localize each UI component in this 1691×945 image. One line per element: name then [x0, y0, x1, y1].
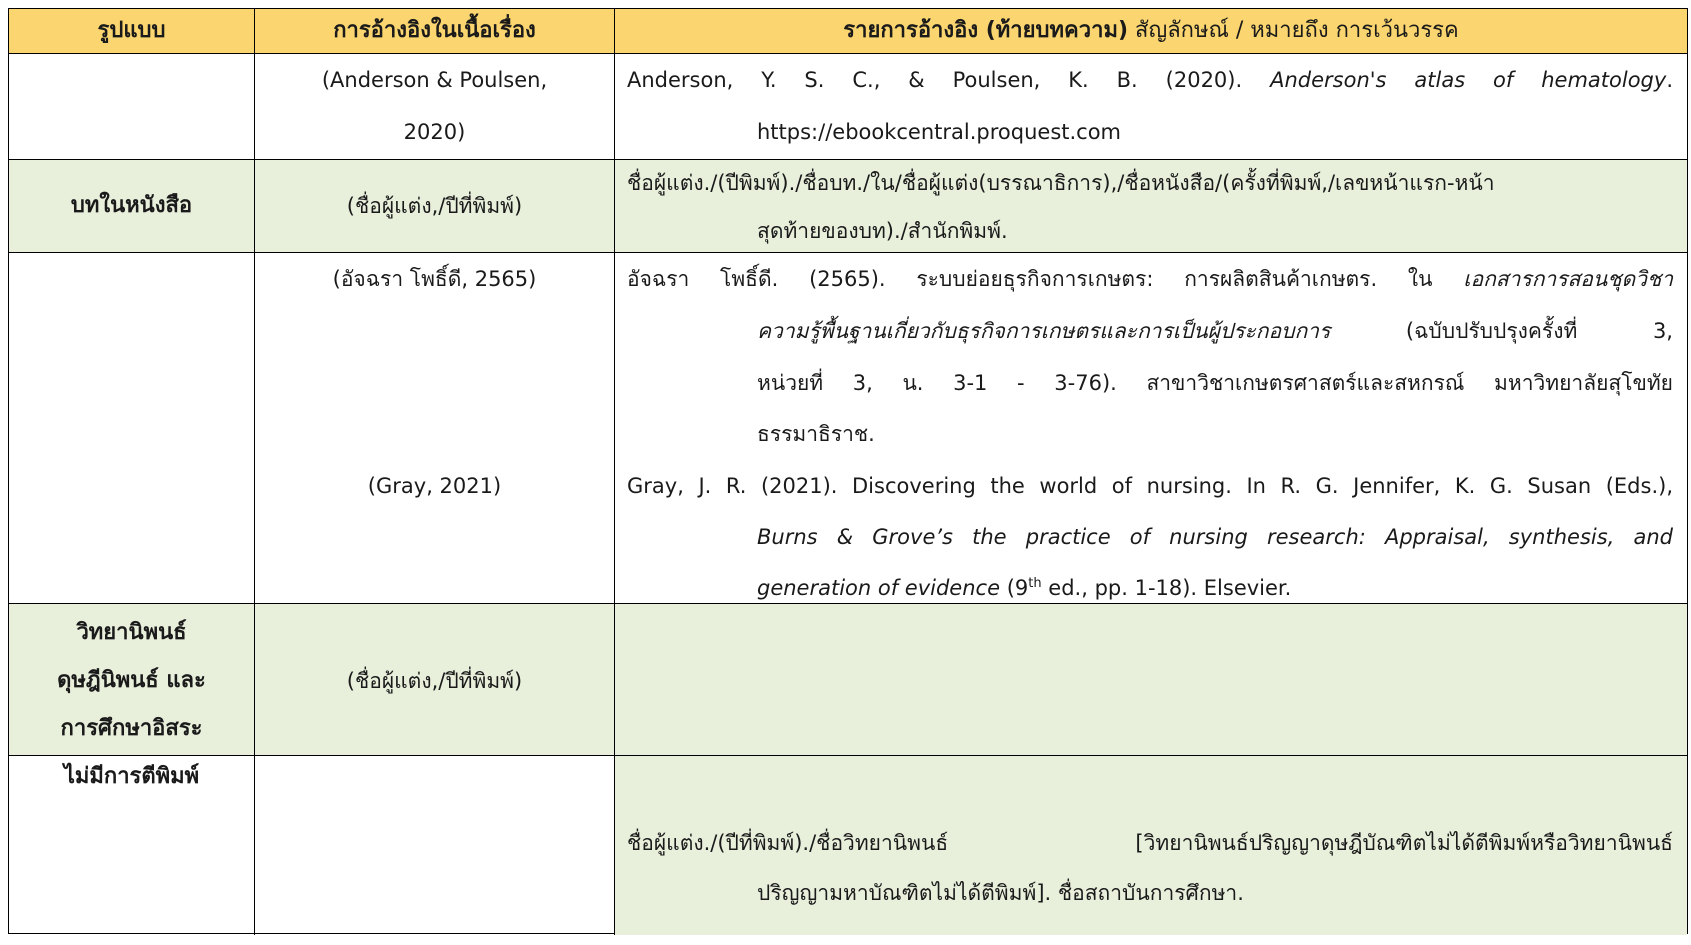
reference-gray-superscript: th [1028, 576, 1042, 591]
reference-anderson-period: . [1666, 68, 1673, 92]
reference-thai-line4: ธรรมาธิราช. [757, 422, 875, 446]
reference-gray-title-end: generation of evidence [757, 576, 1001, 600]
table-row-chapter-examples [9, 253, 1687, 604]
format-thesis-line2: ดุษฎีนิพนธ์ และ [57, 668, 206, 693]
reference-anderson-title: Anderson's atlas of hematology [1270, 68, 1667, 92]
intext-cell-thesis [255, 604, 615, 755]
format-cell-empty [9, 253, 255, 603]
format-cell-book-chapter [9, 160, 255, 252]
header-reference-list [615, 18, 1687, 44]
intext-cell-unpublished [255, 756, 615, 935]
header-intext-citation: การอ้างอิงในเนื้อเรื่อง [333, 18, 536, 43]
format-cell-empty [9, 54, 255, 159]
reference-anderson-authors: Anderson, Y. S. C., & Poulsen, K. B. (2020). [627, 68, 1243, 92]
table-header-row [9, 9, 1687, 54]
header-reference-symbol-note: สัญลักษณ์ / หมายถึง การเว้นวรรค [1135, 18, 1459, 43]
reference-cell-unpublished [615, 756, 1687, 935]
reference-thai-line2 [757, 318, 1673, 344]
intext-anderson-line1: (Anderson & Poulsen, [321, 68, 548, 92]
intext-thai-example: (อัจฉรา โพธิ์ดี, 2565) [332, 267, 537, 291]
reference-thai-line1 [627, 266, 1673, 292]
reference-thai-book-title: ความรู้พื้นฐานเกี่ยวกับธุรกิจการเกษตรและการเป็นผู้ประกอบการ [757, 319, 1331, 343]
reference-gray-line1: Gray, J. R. (2021). Discovering the world of nursing. In R. G. Jennifer, K. G. Susan (Eds.), [627, 474, 1673, 498]
intext-anderson-line2: 2020) [403, 120, 466, 144]
intext-thesis: (ชื่อผู้แต่ง,/ปีที่พิมพ์) [346, 669, 523, 693]
intext-book-chapter: (ชื่อผู้แต่ง,/ปีที่พิมพ์) [346, 194, 523, 218]
format-unpublished: ไม่มีการตีพิมพ์ [63, 764, 200, 789]
reference-gray-pages-publisher: ed., pp. 1-18). Elsevier. [1048, 576, 1292, 600]
table-row-thesis [9, 604, 1687, 756]
table-row-anderson [9, 54, 1687, 160]
intext-cell-anderson [255, 54, 615, 159]
reference-format-table [8, 8, 1688, 934]
header-cell-intext [255, 9, 615, 53]
reference-chapter-line1: ชื่อผู้แต่ง./(ปีพิมพ์)./ชื่อบท./ใน/ชื่อผู้แต่ง(บรรณาธิการ),/ชื่อหนังสือ/(ครั้งที่พิมพ์,/เลขหน้าแรก-หน้า [627, 171, 1495, 195]
header-format: รูปแบบ [97, 18, 166, 43]
reference-cell-anderson [615, 54, 1687, 159]
format-thesis-line3: การศึกษาอิสระ [60, 716, 203, 741]
header-cell-reference [615, 9, 1687, 53]
reference-cell-book-chapter [615, 160, 1687, 252]
reference-thai-italic: เอกสารการสอนชุดวิชา [1463, 267, 1673, 291]
table-row-unpublished [9, 756, 1687, 935]
reference-thai-edition: (ฉบับปรับปรุงครั้งที่ 3, [1405, 319, 1673, 343]
header-reference-bold: รายการอ้างอิง (ท้ายบทความ) [843, 18, 1129, 43]
reference-thai-line3: หน่วยที่ 3, น. 3-1 - 3-76). สาขาวิชาเกษตรศาสตร์และสหกรณ์ มหาวิทยาลัยสุโขทัย [757, 371, 1673, 395]
reference-gray-line3 [757, 575, 1291, 601]
format-cell-thesis [9, 604, 255, 755]
reference-gray-edition: (9 [1006, 576, 1029, 600]
format-book-chapter: บทในหนังสือ [70, 193, 193, 218]
reference-unpublished-line2: ปริญญามหาบัณฑิตไม่ได้ตีพิมพ์]. ชื่อสถาบันการศึกษา. [757, 881, 1244, 905]
format-cell-unpublished [9, 756, 255, 935]
reference-anderson-url: https://ebookcentral.proquest.com [757, 120, 1122, 144]
reference-anderson-line1 [627, 67, 1673, 93]
format-thesis-line1: วิทยานิพนธ์ [76, 620, 187, 645]
reference-unpublished-line1: ชื่อผู้แต่ง./(ปีที่พิมพ์)./ชื่อวิทยานิพนธ์ [วิทยานิพนธ์ปริญญาดุษฎีบัณฑิตไม่ได้ตีพิมพ์หรือวิทยานิพนธ์ [627, 831, 1673, 855]
intext-gray-example: (Gray, 2021) [367, 474, 502, 498]
reference-cell-examples [615, 253, 1687, 603]
reference-chapter-line2: สุดท้ายของบท)./สำนักพิมพ์. [757, 219, 1008, 243]
intext-cell-book-chapter [255, 160, 615, 252]
reference-cell-thesis [615, 604, 1687, 755]
reference-thai-plain: อัจฉรา โพธิ์ดี. (2565). ระบบย่อยธุรกิจการเกษตร: การผลิตสินค้าเกษตร. ใน [627, 267, 1433, 291]
reference-gray-line2: Burns & Grove’s the practice of nursing research: Appraisal, synthesis, and [757, 525, 1673, 549]
table-row-book-chapter [9, 160, 1687, 253]
intext-cell-examples [255, 253, 615, 603]
header-cell-format [9, 9, 255, 53]
